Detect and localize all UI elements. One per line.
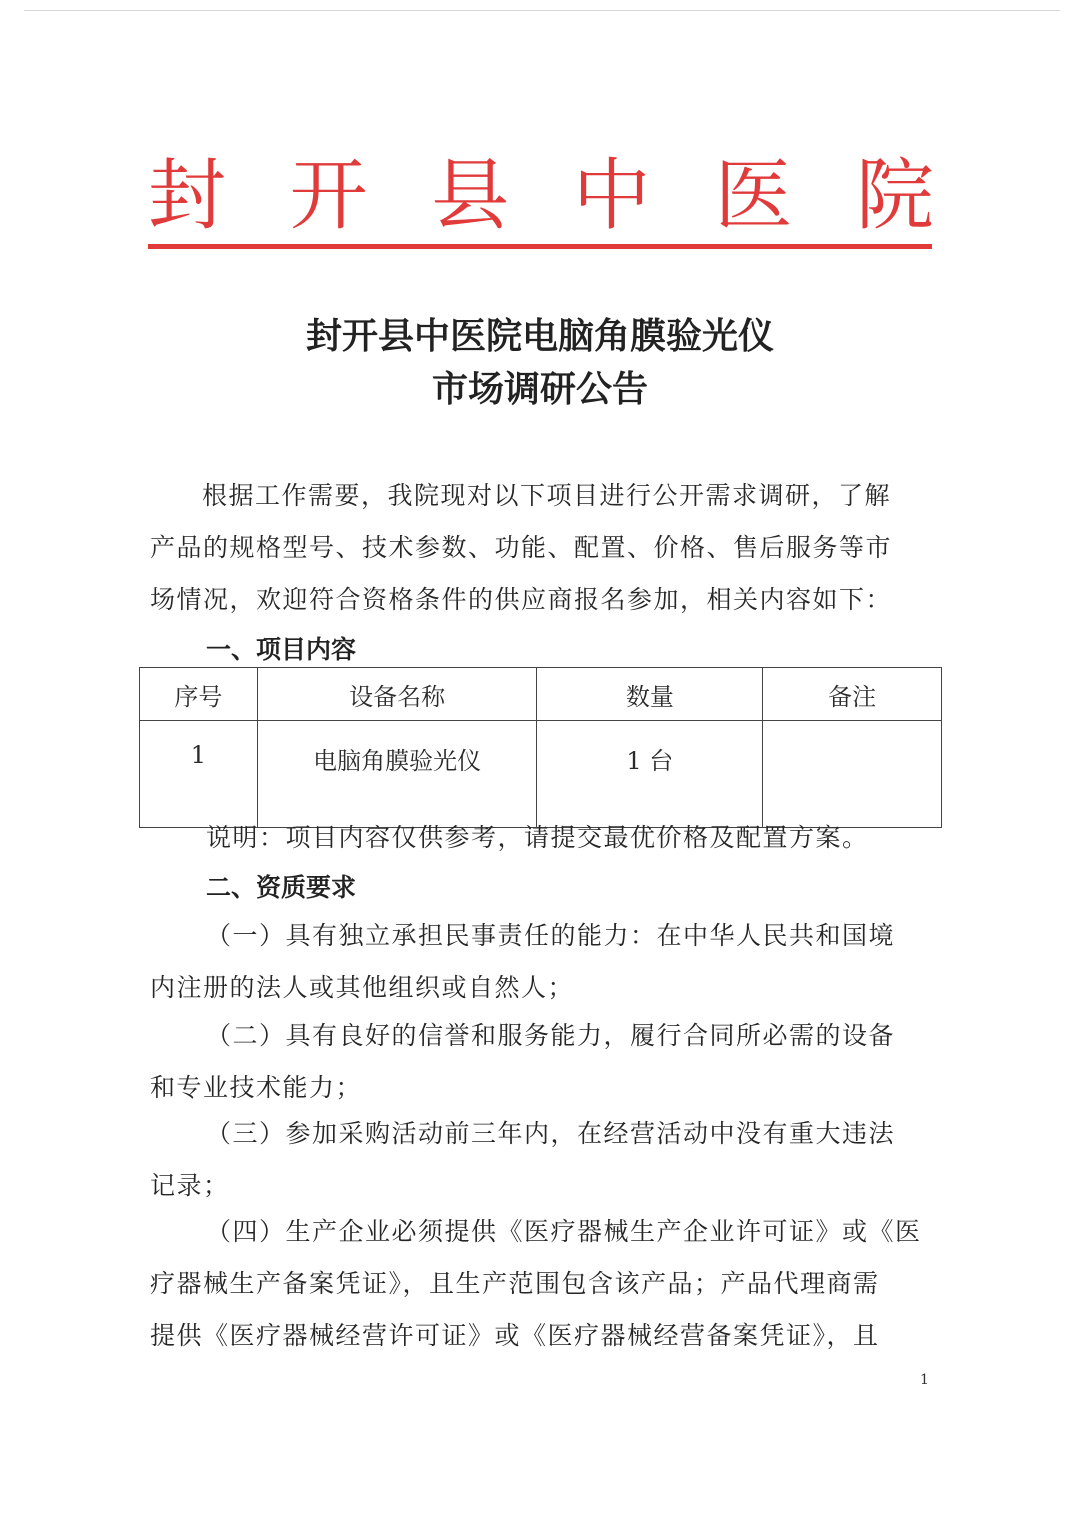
qualification-line: （二）具有良好的信誉和服务能力，履行合同所必需的设备 bbox=[206, 1021, 896, 1050]
qualification-line: 和专业技术能力； bbox=[150, 1073, 363, 1102]
qualification-item-3 bbox=[150, 1108, 932, 1212]
cell-quantity: 1 台 bbox=[537, 721, 763, 828]
qualification-line: （一）具有独立承担民事责任的能力：在中华人民共和国境 bbox=[206, 921, 896, 950]
letterhead-red-rule bbox=[148, 244, 932, 249]
column-header-remarks: 备注 bbox=[763, 668, 942, 721]
qualification-item-4 bbox=[150, 1206, 932, 1362]
letterhead-char: 院 bbox=[855, 151, 934, 241]
cell-equipment-name: 电脑角膜验光仪 bbox=[257, 721, 537, 828]
column-header-index: 序号 bbox=[140, 668, 258, 721]
letterhead bbox=[148, 152, 934, 240]
section-heading-qualification: 二、资质要求 bbox=[206, 873, 357, 902]
page-number: 1 bbox=[920, 1372, 929, 1388]
project-table bbox=[139, 667, 942, 828]
qualification-line: 内注册的法人或其他组织或自然人； bbox=[150, 973, 575, 1002]
qualification-line: 记录； bbox=[150, 1171, 230, 1200]
column-header-quantity: 数量 bbox=[537, 668, 763, 721]
intro-line: 根据工作需要，我院现对以下项目进行公开需求调研，了解 bbox=[202, 481, 892, 510]
document-title-line-1: 封开县中医院电脑角膜验光仪 bbox=[305, 316, 774, 357]
table-note: 说明：项目内容仅供参考，请提交最优价格及配置方案。 bbox=[206, 823, 869, 852]
table-header-row bbox=[140, 668, 942, 721]
top-scan-edge bbox=[24, 10, 1060, 11]
table-row bbox=[140, 721, 942, 828]
qualification-line: （四）生产企业必须提供《医疗器械生产企业许可证》或《医 bbox=[206, 1217, 922, 1246]
qualification-line: 疗器械生产备案凭证》，且生产范围包含该产品；产品代理商需 bbox=[150, 1269, 880, 1298]
intro-line: 场情况，欢迎符合资格条件的供应商报名参加，相关内容如下： bbox=[150, 585, 893, 614]
section-heading-project: 一、项目内容 bbox=[206, 635, 357, 664]
letterhead-char: 中 bbox=[572, 151, 651, 241]
cell-remarks bbox=[763, 721, 942, 828]
letterhead-char: 封 bbox=[148, 151, 227, 241]
document-title-line-2: 市场调研公告 bbox=[431, 369, 648, 410]
column-header-equipment-name: 设备名称 bbox=[257, 668, 537, 721]
intro-line: 产品的规格型号、技术参数、功能、配置、价格、售后服务等市 bbox=[150, 533, 893, 562]
qualification-line: 提供《医疗器械经营许可证》或《医疗器械经营备案凭证》，且 bbox=[150, 1321, 880, 1350]
letterhead-char: 县 bbox=[431, 151, 510, 241]
letterhead-char: 开 bbox=[289, 151, 368, 241]
qualification-item-2 bbox=[150, 1010, 932, 1114]
cell-index: 1 bbox=[140, 721, 258, 828]
letterhead-char: 医 bbox=[714, 151, 793, 241]
qualification-item-1 bbox=[150, 910, 932, 1014]
intro-paragraph bbox=[150, 470, 932, 626]
qualification-line: （三）参加采购活动前三年内，在经营活动中没有重大违法 bbox=[206, 1119, 896, 1148]
